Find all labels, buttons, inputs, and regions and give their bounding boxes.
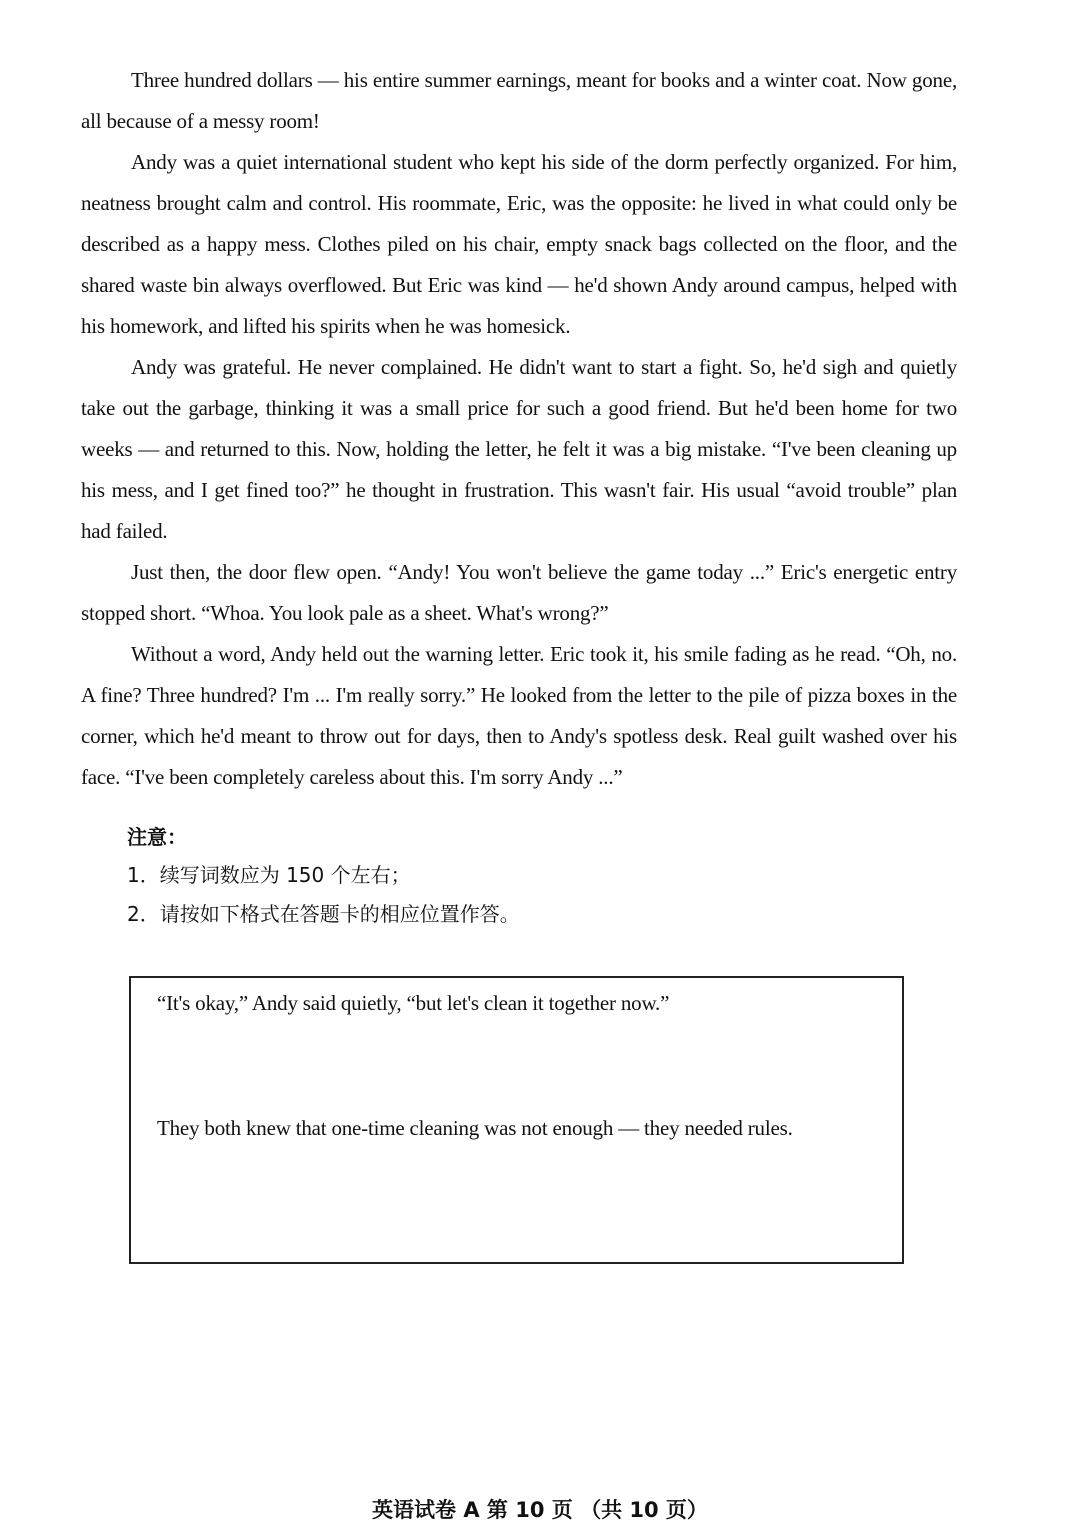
answer-format-box [129,976,904,1264]
instructions-notes [127,818,927,934]
story-passage [81,60,957,798]
passage-paragraph-3: Andy was grateful. He never complained. He didn't want to start a fight. So, he'd sigh and quietly take out the garbage, thinking it was a small price for such a good friend. But he'd been home for two weeks — and returned to this. Now, holding the letter, he felt it was a big mistake. “I've been cleaning up his mess, and I get fined too?” he thought in frustration. This wasn't fair. His usual “avoid trouble” plan had failed. [81,355,957,543]
notes-title: 注意： [127,825,187,849]
passage-paragraph-2: Andy was a quiet international student who kept his side of the dorm perfectly organized. For him, neatness brought calm and control. His roommate, Eric, was the opposite: he lived in what could only be described as a happy mess. Clothes piled on his chair, empty snack bags collected on the floor, and the shared waste bin always overflowed. But Eric was kind — he'd shown Andy around campus, helped with his homework, and lifted his spirits when he was homesick. [81,150,957,338]
answer-paragraph-1-opening: “It's okay,” Andy said quietly, “but let's clean it together now.” [157,991,670,1015]
passage-paragraph-4: Just then, the door flew open. “Andy! You won't believe the game today ...” Eric's energetic entry stopped short. “Whoa. You look pale as a sheet. What's wrong?” [81,560,957,625]
passage-paragraph-5: Without a word, Andy held out the warning letter. Eric took it, his smile fading as he read. “Oh, no. A fine? Three hundred? I'm ... I'm really sorry.” He looked from the letter to the pile of pizza boxes in the corner, which he'd meant to throw out for days, then to Andy's spotless desk. Real guilt washed over his face. “I've been completely careless about this. I'm sorry Andy ...” [81,642,957,789]
note-item-answer-format: 2．请按如下格式在答题卡的相应位置作答。 [127,902,520,926]
page-footer: 英语试卷 A 第 10 页 （共 10 页） [372,1498,708,1522]
passage-paragraph-1: Three hundred dollars — his entire summer earnings, meant for books and a winter coat. Now gone, all because of a messy room! [81,68,957,133]
answer-paragraph-2-opening: They both knew that one-time cleaning was not enough — they needed rules. [157,1116,793,1140]
note-item-word-count: 1．续写词数应为 150 个左右； [127,863,411,887]
